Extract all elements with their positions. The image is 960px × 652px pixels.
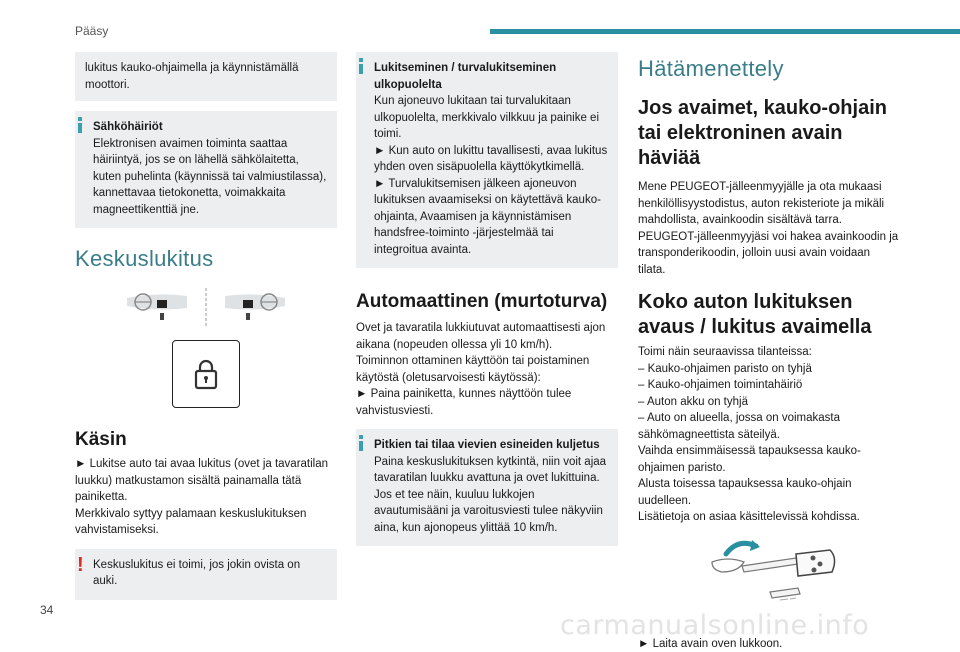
manual-indicator-text: Merkkivalo syttyy palamaan keskuslukituksen vahvistamiseksi. (75, 506, 337, 539)
central-lock-button-illustration (172, 340, 240, 408)
manual-heading: Käsin (75, 428, 337, 452)
page-section-title: Pääsy (75, 24, 108, 38)
unlock-text-line: Alusta toisessa tapauksessa kauko-ohjain uudelleen. (638, 476, 900, 509)
key-fob-icon (638, 532, 900, 614)
interference-note (75, 111, 337, 228)
padlock-icon (193, 358, 219, 390)
outside-note-line: ► Kun auto on lukittu tavallisesti, avaa lukitus yhden oven sisäpuolella käyttökytkimellä. (374, 143, 608, 176)
unlock-text-line: – Kauko-ohjaimen toimintahäiriö (638, 377, 900, 394)
column-2 (356, 52, 618, 546)
outside-note-line: Kun ajoneuvo lukitaan tai turvalukitaan ulkopuolelta, merkkivalo vilkkuu ja painike ei toimi. (374, 93, 608, 143)
column-3 (638, 52, 900, 652)
auto-text-line: Toiminnon ottaminen käyttöön tai poistaminen käytöstä (oletusarvoisesti käytössä): (356, 353, 618, 386)
outside-note-title: Lukitseminen / turvalukitseminen ulkopuolelta (374, 60, 608, 93)
info-icon (359, 435, 363, 451)
cargo-note-title: Pitkien tai tilaa vievien esineiden kuljetus (374, 437, 608, 454)
steering-wheel-icon (75, 286, 337, 332)
intro-text: lukitus kauko-ohjaimella ja käynnistämällä moottori. (85, 60, 327, 93)
unlock-text-line: – Kauko-ohjaimen paristo on tyhjä (638, 361, 900, 378)
lost-key-text (638, 179, 900, 278)
unlock-with-key-text (638, 344, 900, 526)
lost-text-line: Mene PEUGEOT-jälleenmyyjälle ja ota mukaasi henkilöllisyystodistus, auton rekisteriote ja mikäli mahdollista, avainkoodin sisältävä tarra. (638, 179, 900, 229)
auto-text-line: ► Paina painiketta, kunnes näyttöön tulee vahvistusviesti. (356, 386, 618, 419)
lost-key-heading: Jos avaimet, kauko-ohjain tai elektroninen avain häviää (638, 96, 900, 171)
key-illustration (638, 532, 900, 614)
automatic-locking-heading: Automaattinen (murtoturva) (356, 290, 618, 314)
info-icon (78, 117, 82, 133)
emergency-heading: Hätämenettely (638, 56, 900, 82)
info-icon (359, 58, 363, 74)
warning-note-text: Keskuslukitus ei toimi, jos jokin ovista on auki. (93, 557, 327, 590)
header-rule (490, 29, 960, 34)
central-locking-heading: Keskuslukitus (75, 246, 337, 272)
manual-text (75, 456, 337, 539)
outside-note-line: ► Turvalukitsemisen jälkeen ajoneuvon lukituksen avaamiseksi on käytettävä kauko-ohjainta, Avaamisen ja käynnistämisen handsfree-toiminto -järjestelmää tai integroitua avainta. (374, 176, 608, 259)
automatic-locking-text (356, 320, 618, 419)
warning-icon: ! (77, 556, 84, 574)
warning-note (75, 549, 337, 600)
cargo-note-text: Paina keskuslukituksen kytkintä, niin voit ajaa tavaratilan luukku avattuna ja ovet lukittuina. Jos et tee näin, kuuluu lukkojen avautumisääni ja varoitusviesti tulee näkyviin aina, kun ajonopeus ylittää 10 km/h. (374, 454, 608, 537)
interference-note-title: Sähköhäiriöt (93, 119, 327, 136)
unlock-text-line: Vaihda ensimmäisessä tapauksessa kauko-ohjaimen paristo. (638, 443, 900, 476)
steering-wheels-illustration (75, 286, 337, 332)
unlock-text-line: Toimi näin seuraavissa tilanteissa: (638, 344, 900, 361)
unlock-text-line: – Auton akku on tyhjä (638, 394, 900, 411)
watermark-url: carmanualsonline.info (560, 610, 869, 641)
auto-text-line: Ovet ja tavaratila lukkiutuvat automaattisesti ajon aikana (nopeuden ollessa yli 10 km/h). (356, 320, 618, 353)
outside-locking-note (356, 52, 618, 268)
insert-key-step: ► Laita avain oven lukkoon. (638, 636, 900, 652)
unlock-text-line: – Auto on alueella, jossa on voimakasta sähkömagneettista säteilyä. (638, 410, 900, 443)
column-1 (75, 52, 337, 600)
unlock-text-line: Lisätietoja on asiaa käsittelevissä kohdissa. (638, 509, 900, 526)
intro-box (75, 52, 337, 101)
lost-text-line: PEUGEOT-jälleenmyyjäsi voi hakea avainkoodin ja transponderikoodin, jolloin uusi avain voidaan tilata. (638, 229, 900, 279)
page-number: 34 (40, 603, 53, 617)
cargo-note (356, 429, 618, 546)
interference-note-text: Elektronisen avaimen toiminta saattaa häiriintyä, jos se on lähellä sähkölaitetta, kuten puhelinta (käynnissä tai valmiustilassa), kannettavaa tietokonetta, voimakkaita magneettikenttiä jne. (93, 136, 327, 219)
unlock-with-key-heading: Koko auton lukituksen avaus / lukitus avaimella (638, 290, 900, 340)
manual-step: ► Lukitse auto tai avaa lukitus (ovet ja tavaratilan luukku) matkustamon sisältä painamalla tätä painiketta. (75, 456, 337, 506)
